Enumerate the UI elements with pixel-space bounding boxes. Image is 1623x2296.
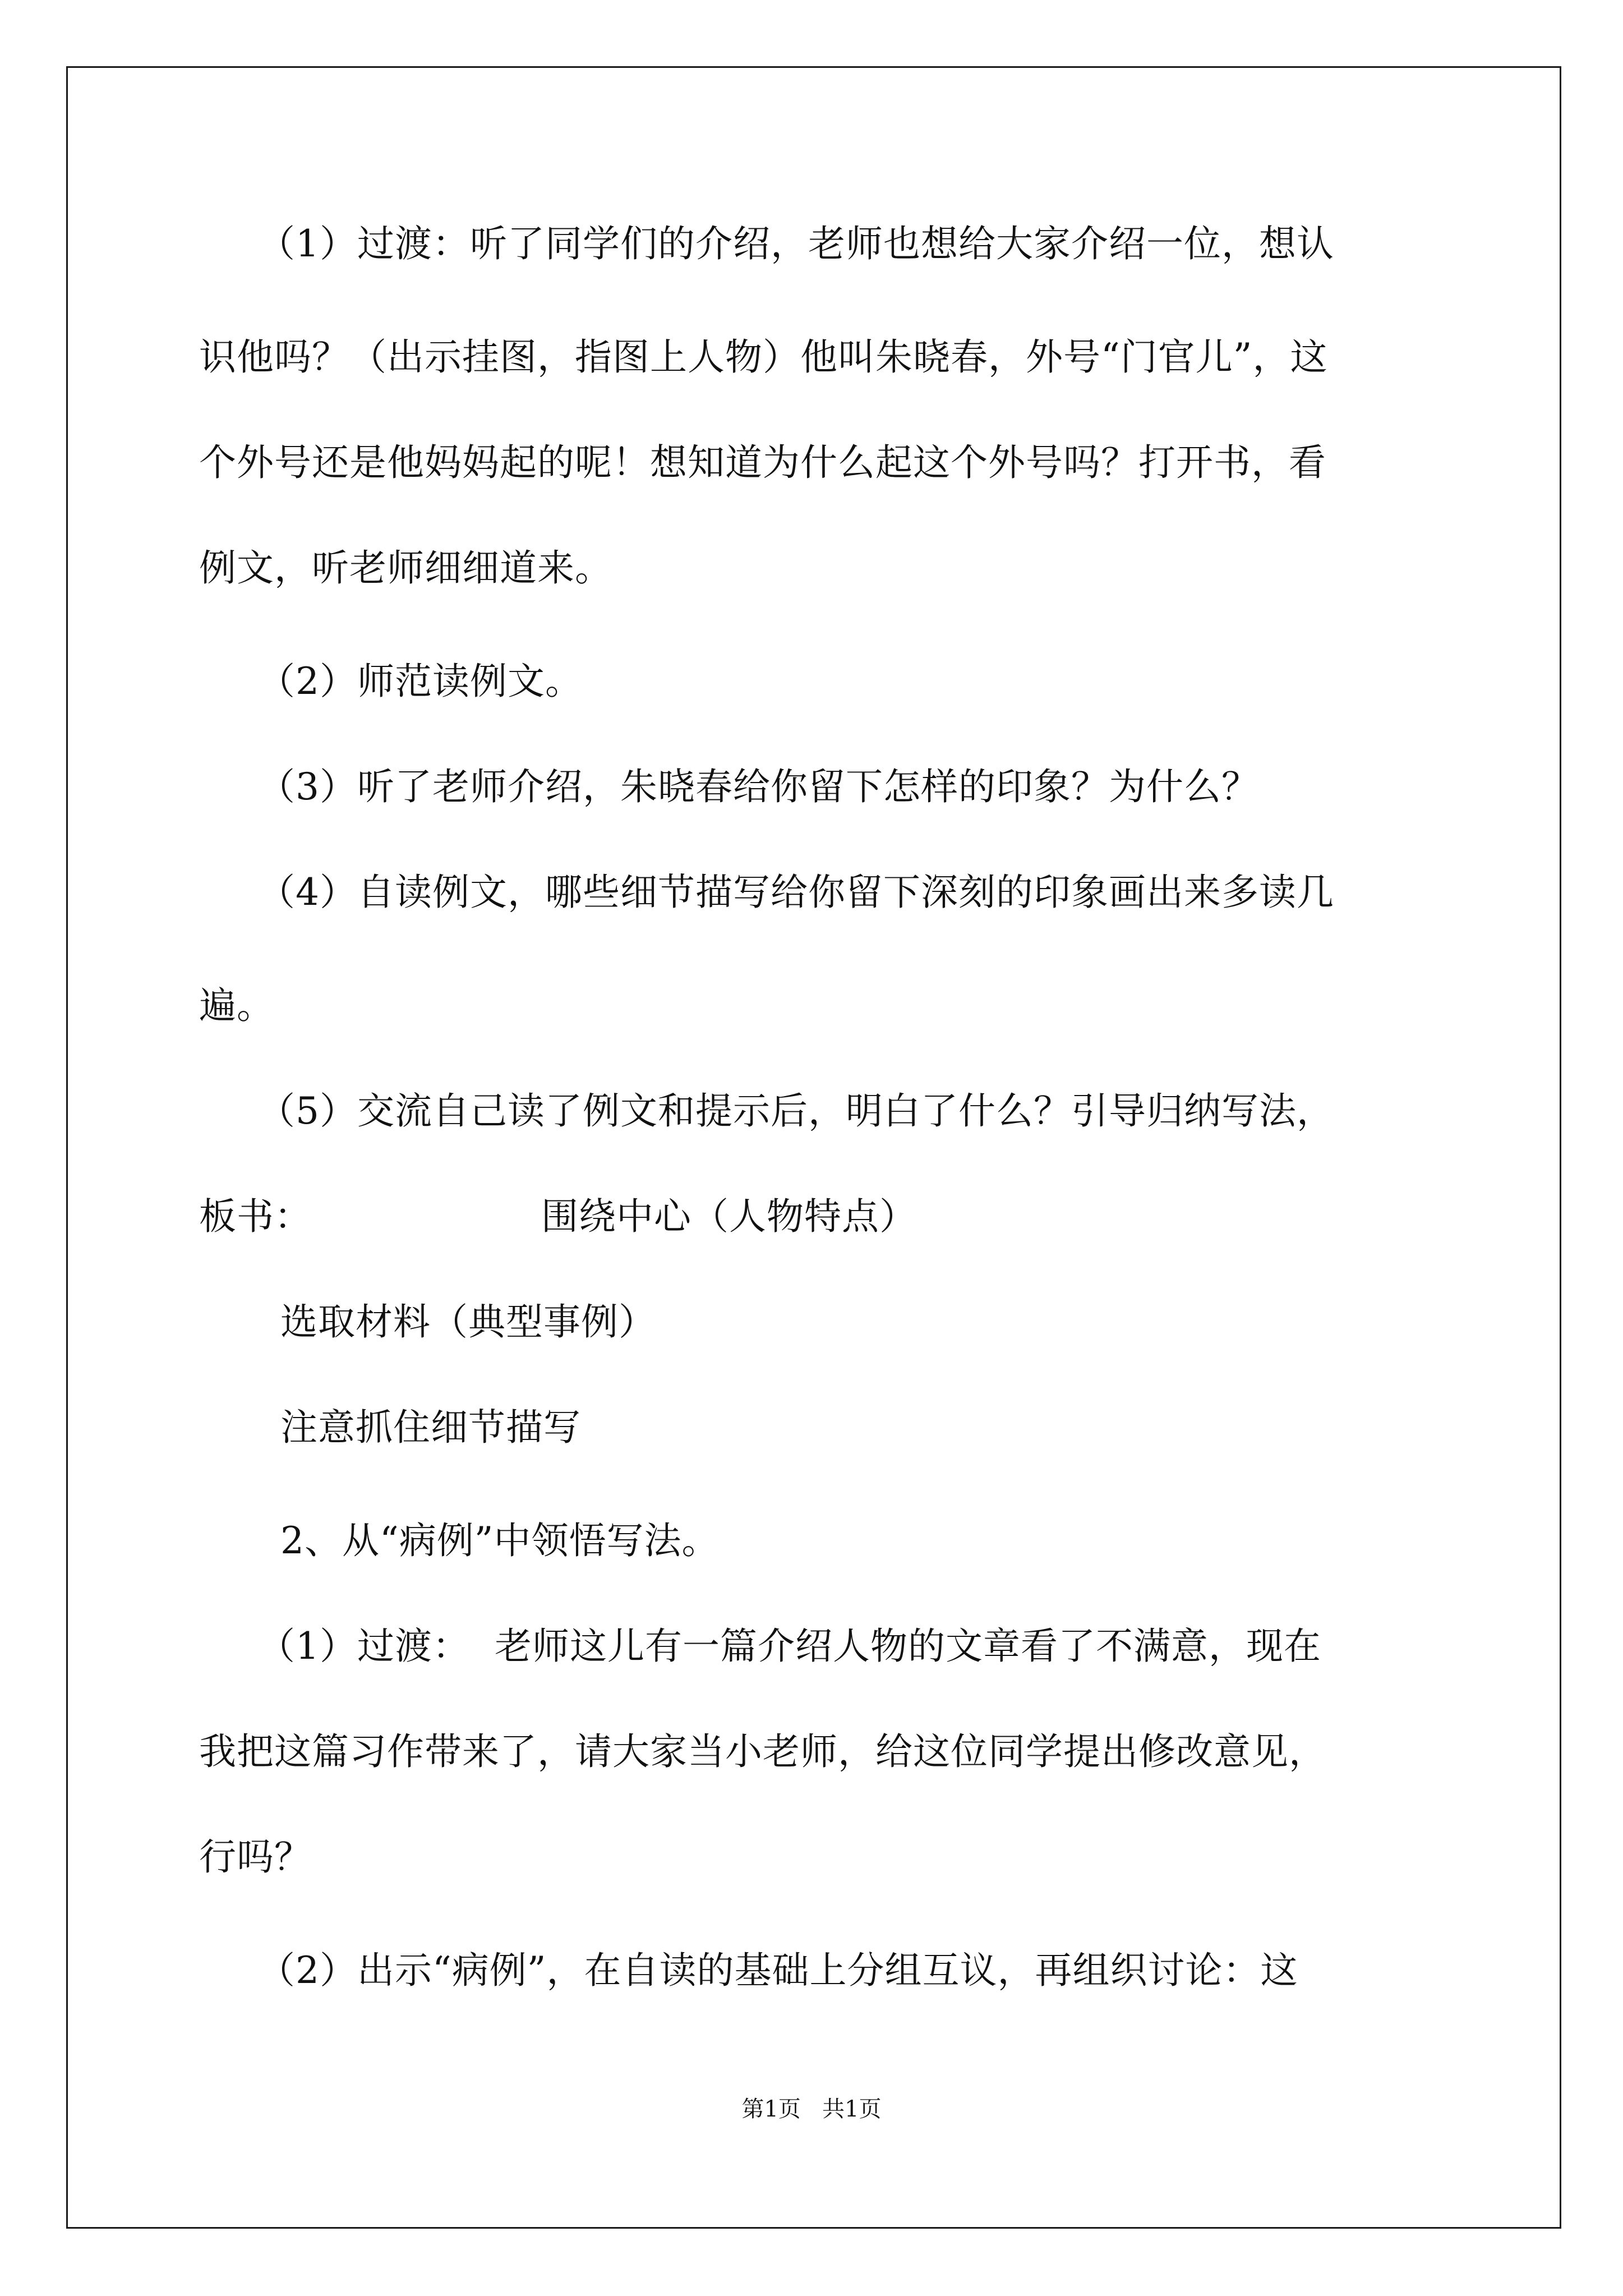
page-footer: 第1页 共1页 bbox=[741, 2096, 882, 2122]
paragraph-line: （1）过渡：听了同学们的介绍，老师也想给大家介绍一位，想认 bbox=[258, 222, 1334, 265]
page-border bbox=[66, 66, 1561, 2229]
paragraph-line: （2）出示“病例”，在自读的基础上分组互议，再组织讨论：这 bbox=[258, 1949, 1298, 1992]
paragraph-line: （5）交流自己读了例文和提示后，明白了什么？引导归纳写法， bbox=[258, 1089, 1334, 1133]
paragraph-line: 例文，听老师细细道来。 bbox=[199, 546, 612, 590]
board-item: 围绕中心（人物特点） bbox=[541, 1195, 917, 1238]
board-item: 注意抓住细节描写 bbox=[280, 1406, 581, 1449]
paragraph-line: 个外号还是他妈妈起的呢！想知道为什么起这个外号吗？打开书，看 bbox=[199, 441, 1326, 484]
paragraph-line: 遍。 bbox=[199, 984, 274, 1027]
paragraph-line: 识他吗？（出示挂图，指图上人物）他叫朱晓春，外号“门官儿”，这 bbox=[199, 335, 1328, 379]
paragraph-line: 行吗？ bbox=[199, 1835, 312, 1879]
paragraph-line: （2）师范读例文。 bbox=[258, 660, 583, 703]
paragraph-line: 我把这篇习作带来了，请大家当小老师，给这位同学提出修改意见， bbox=[199, 1730, 1326, 1773]
board-label: 板书： bbox=[199, 1195, 312, 1238]
section-heading: 2、从“病例”中领悟写法。 bbox=[280, 1519, 720, 1562]
paragraph-line: （1）过渡： 老师这儿有一篇介绍人物的文章看了不满意，现在 bbox=[258, 1625, 1321, 1668]
paragraph-line: （4）自读例文，哪些细节描写给你留下深刻的印象画出来多读几 bbox=[258, 871, 1334, 914]
board-item: 选取材料（典型事例） bbox=[280, 1300, 656, 1343]
paragraph-line: （3）听了老师介绍，朱晓春给你留下怎样的印象？为什么？ bbox=[258, 765, 1259, 808]
